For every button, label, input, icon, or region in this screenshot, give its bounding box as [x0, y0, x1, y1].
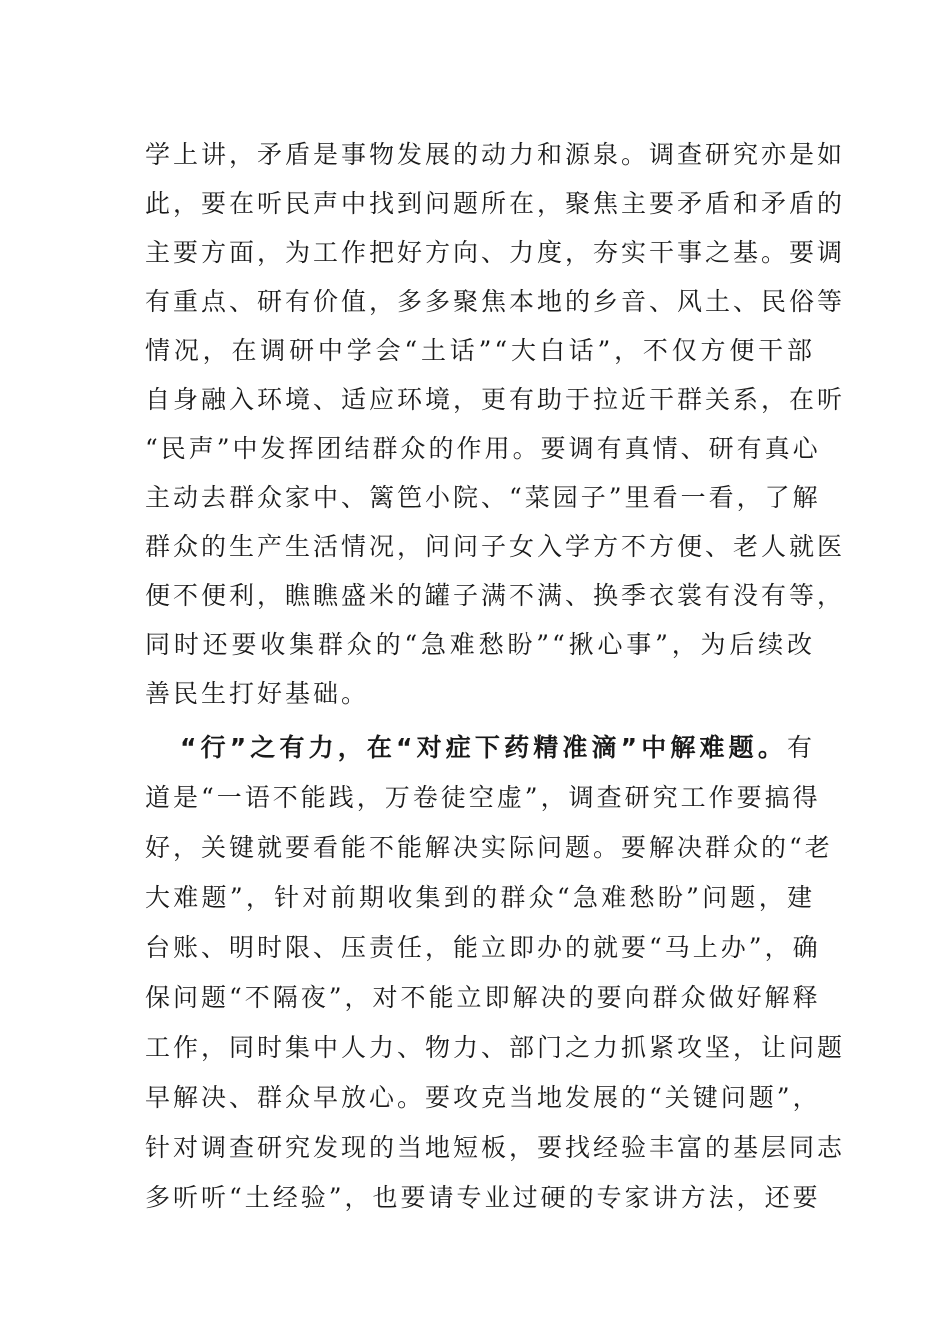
paragraph-line: 道是“一语不能践，万卷徒空虚”，调查研究工作要搞得	[145, 783, 821, 812]
paragraph-line: 好，关键就要看能不能解决实际问题。要解决群众的“老	[145, 833, 833, 862]
paragraph-line: 情况，在调研中学会“土话”“大白话”，不仅方便干部	[145, 336, 815, 365]
paragraph-line: 群众的生产生活情况，问问子女入学方不方便、老人就医	[145, 532, 846, 561]
paragraph-line: 善民生打好基础。	[145, 679, 370, 708]
paragraph-line: 同时还要收集群众的“急难愁盼”“揪心事”，为后续改	[145, 630, 815, 659]
paragraph-line: “民声”中发挥团结群众的作用。要调有真情、研有真心	[145, 434, 821, 463]
paragraph-line: 台账、明时限、压责任，能立即办的就要“马上办”，确	[145, 933, 821, 962]
heading-trailing-text: 有	[786, 733, 815, 762]
paragraph-line: 主要方面，为工作把好方向、力度，夯实干事之基。要调	[145, 238, 846, 267]
paragraph-line: 早解决、群众早放心。要攻克当地发展的“关键问题”，	[145, 1083, 821, 1112]
paragraph-line: 大难题”，针对前期收集到的群众“急难愁盼”问题，建	[145, 883, 815, 912]
paragraph-line: 学上讲，矛盾是事物发展的动力和源泉。调查研究亦是如	[145, 140, 846, 169]
paragraph-line: 保问题“不隔夜”，对不能立即解决的要向群众做好解释	[145, 983, 821, 1012]
paragraph-line: 此，要在听民声中找到问题所在，聚焦主要矛盾和矛盾的	[145, 189, 846, 218]
paragraph-first-line	[145, 723, 815, 773]
paragraph-line: 有重点、研有价值，多多聚焦本地的乡音、风土、民俗等	[145, 287, 846, 316]
paragraph-line: 针对调查研究发现的当地短板，要找经验丰富的基层同志	[145, 1133, 846, 1162]
paragraph-line: 工作，同时集中人力、物力、部门之力抓紧攻坚，让问题	[145, 1033, 846, 1062]
paragraph-line: 自身融入环境、适应环境，更有助于拉近干群关系，在听	[145, 385, 846, 414]
paragraph-line: 多听听“土经验”，也要请专业过硬的专家讲方法，还要	[145, 1183, 821, 1212]
paragraph-line: 便不便利，瞧瞧盛米的罐子满不满、换季衣裳有没有等，	[145, 581, 846, 610]
paragraph-line: 主动去群众家中、篱笆小院、“菜园子”里看一看，了解	[145, 483, 821, 512]
section-heading: “行”之有力，在“对症下药精准滴”中解难题。	[180, 733, 787, 762]
